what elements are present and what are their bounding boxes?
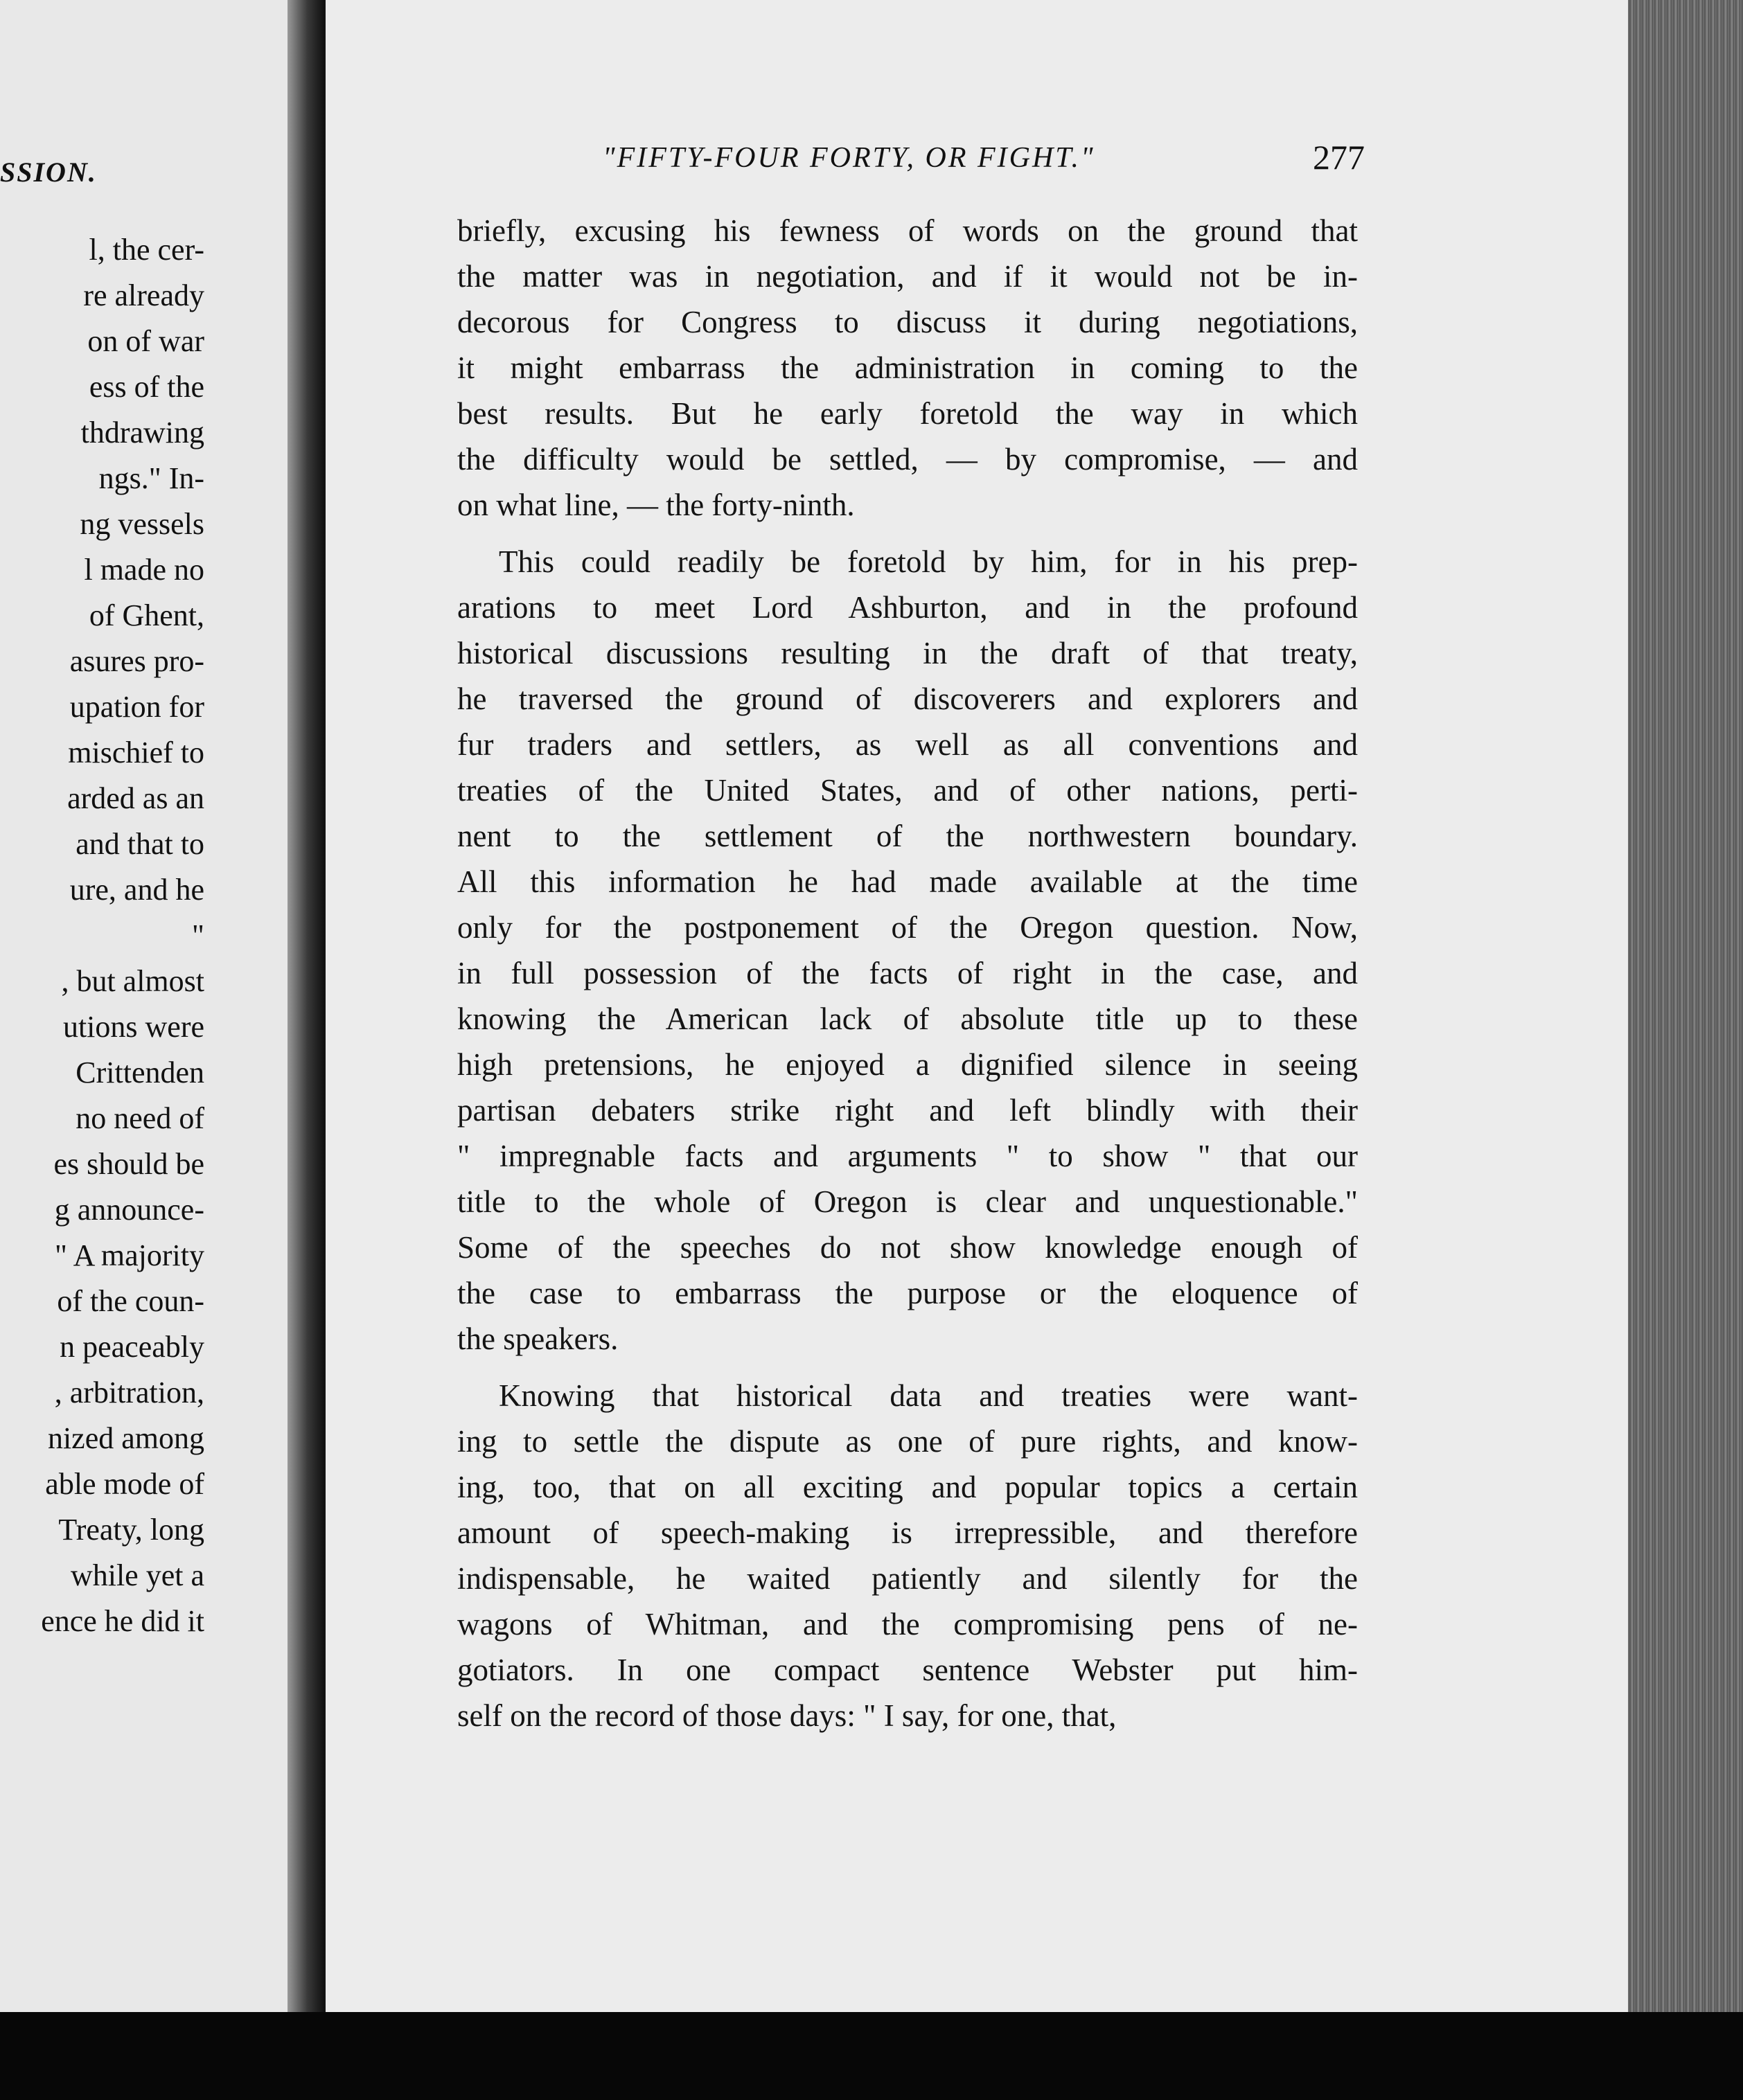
- text-line: nent to the settlement of the northwestern boundary.: [457, 819, 1358, 853]
- running-head: [603, 137, 1365, 179]
- left-running-head: SSION.: [0, 157, 97, 188]
- left-text-line: " A majority: [55, 1238, 204, 1272]
- left-text-line: , arbitration,: [54, 1376, 204, 1409]
- left-text-line: while yet a: [70, 1558, 204, 1592]
- left-text-line: n peaceably: [60, 1330, 204, 1364]
- left-text-line: ence he did it: [41, 1604, 204, 1638]
- text-line: wagons of Whitman, and the compromising pens of ne-: [457, 1607, 1358, 1641]
- left-text-line: Treaty, long: [58, 1513, 204, 1547]
- left-text-line: nized among: [47, 1421, 204, 1455]
- text-line: All this information he had made available at the time: [457, 864, 1358, 899]
- running-head-title: "FIFTY-FOUR FORTY, OR FIGHT.": [603, 142, 1095, 174]
- text-line: in full possession of the facts of right in the case, and: [457, 956, 1358, 990]
- left-text-line: , but almost: [61, 964, 204, 998]
- page-number: 277: [1313, 138, 1365, 177]
- left-text-line: upation for: [69, 690, 204, 724]
- text-line: high pretensions, he enjoyed a dignified silence in seeing: [457, 1047, 1358, 1082]
- body-text: [457, 208, 1358, 1738]
- text-line: Some of the speeches do not show knowledge enough of: [457, 1230, 1358, 1265]
- text-line: This could readily be foretold by him, for in his prep-: [499, 544, 1358, 579]
- left-text-line: ess of the: [89, 370, 204, 404]
- text-line: " impregnable facts and arguments " to show " that our: [457, 1139, 1358, 1173]
- left-text-line: l, the cer-: [89, 233, 204, 267]
- left-text-line: mischief to: [68, 736, 204, 769]
- paragraph: [457, 1373, 1358, 1738]
- text-line: briefly, excusing his fewness of words on the ground that: [457, 213, 1358, 248]
- left-text-line: asures pro-: [69, 644, 204, 678]
- text-line: it might embarrass the administration in coming to the: [457, 350, 1358, 385]
- left-text-line: l made no: [84, 553, 204, 587]
- left-text-line: Crittenden: [76, 1056, 204, 1089]
- left-text-line: ngs." In-: [98, 461, 204, 495]
- text-line: the case to embarrass the purpose or the eloquence of: [457, 1276, 1358, 1310]
- text-line: gotiators. In one compact sentence Webster put him-: [457, 1653, 1358, 1687]
- left-text-line: g announce-: [54, 1193, 204, 1227]
- text-line: partisan debaters strike right and left blindly with their: [457, 1093, 1358, 1128]
- text-line: self on the record of those days: " I say, for one, that,: [457, 1698, 1117, 1733]
- text-line: the difficulty would be settled, — by compromise, — and: [457, 442, 1358, 477]
- left-text-line: of Ghent,: [89, 598, 204, 632]
- text-line: indispensable, he waited patiently and silently for the: [457, 1561, 1358, 1596]
- text-line: amount of speech-making is irrepressible, and therefore: [457, 1515, 1358, 1550]
- paragraph: [457, 539, 1358, 1362]
- left-text-line: and that to: [76, 827, 204, 861]
- scan-border: [0, 2012, 1743, 2100]
- text-line: ing, too, that on all exciting and popular topics a certain: [457, 1470, 1358, 1504]
- text-line: title to the whole of Oregon is clear and unquestionable.": [457, 1184, 1358, 1219]
- paragraph: [457, 208, 1358, 528]
- text-line: on what line, — the forty-ninth.: [457, 488, 855, 522]
- page-edges: [1628, 0, 1743, 2012]
- text-line: arations to meet Lord Ashburton, and in the profound: [457, 590, 1358, 625]
- text-line: fur traders and settlers, as well as all conventions and: [457, 727, 1358, 762]
- text-line: best results. But he early foretold the way in which: [457, 396, 1358, 431]
- text-line: treaties of the United States, and of other nations, perti-: [457, 773, 1358, 808]
- left-text-line: ure, and he: [69, 873, 204, 907]
- text-line: Knowing that historical data and treaties were want-: [499, 1378, 1358, 1413]
- text-line: only for the postponement of the Oregon question. Now,: [457, 910, 1358, 945]
- left-text-line: of the coun-: [57, 1284, 204, 1318]
- text-line: ing to settle the dispute as one of pure rights, and know-: [457, 1424, 1358, 1459]
- left-text-line: arded as an: [67, 781, 204, 815]
- text-line: the speakers.: [457, 1322, 619, 1356]
- left-text-line: able mode of: [45, 1467, 204, 1501]
- left-text-line: thdrawing: [80, 416, 204, 450]
- left-text-line: on of war: [87, 324, 204, 358]
- left-text-line: re already: [83, 278, 204, 312]
- left-text-line: ng vessels: [80, 507, 204, 541]
- left-text-line: ": [192, 918, 204, 952]
- text-line: knowing the American lack of absolute title up to these: [457, 1002, 1358, 1036]
- text-line: historical discussions resulting in the draft of that treaty,: [457, 636, 1358, 670]
- left-text-line: es should be: [53, 1147, 204, 1181]
- left-text-line: no need of: [76, 1101, 204, 1135]
- left-text-line: utions were: [62, 1010, 204, 1044]
- text-line: decorous for Congress to discuss it during negotiations,: [457, 305, 1358, 339]
- left-page-text: [0, 227, 291, 1644]
- text-line: he traversed the ground of discoverers and explorers and: [457, 682, 1358, 716]
- left-page: [0, 0, 291, 2050]
- text-line: the matter was in negotiation, and if it would not be in-: [457, 259, 1358, 294]
